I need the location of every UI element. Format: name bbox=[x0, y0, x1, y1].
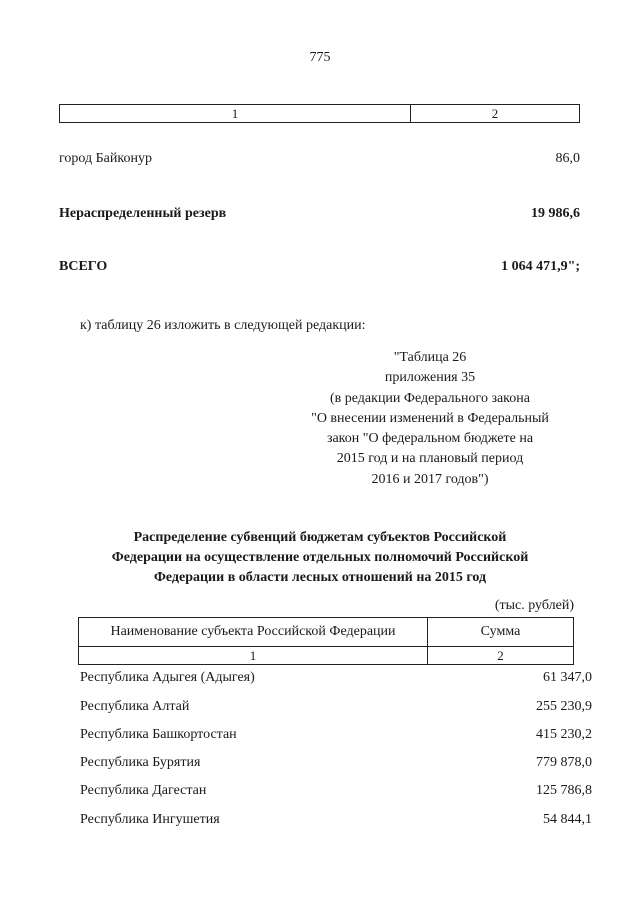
row-baikonur bbox=[59, 151, 580, 167]
header-num-1: 1 bbox=[79, 647, 428, 665]
region-name: Республика Ингушетия bbox=[80, 812, 220, 827]
row-value: 86,0 bbox=[555, 151, 580, 166]
region-name: Республика Башкортостан bbox=[80, 727, 237, 742]
row-value: 19 986,6 bbox=[531, 206, 580, 221]
title-line: Федерации в области лесных отношений на 2015 год bbox=[153, 570, 487, 585]
column-number-2: 2 bbox=[411, 105, 580, 123]
units-label: (тыс. рублей) bbox=[494, 598, 574, 613]
subventions-table-header bbox=[78, 617, 574, 665]
table-row bbox=[80, 670, 592, 686]
table-row bbox=[80, 727, 592, 743]
header-num-2: 2 bbox=[428, 647, 574, 665]
header-sum: Сумма bbox=[428, 618, 574, 647]
title-line: Распределение субвенций бюджетам субъектов Российской bbox=[133, 530, 507, 545]
row-name: Нераспределенный резерв bbox=[59, 206, 227, 221]
row-value: 1 064 471,9"; bbox=[501, 259, 580, 274]
table-row bbox=[80, 783, 592, 799]
section-title bbox=[90, 528, 550, 588]
row-reserve bbox=[59, 206, 580, 222]
region-value: 415 230,2 bbox=[536, 727, 592, 742]
annex-reference bbox=[290, 348, 570, 490]
annex-line: "О внесении изменений в Федеральный bbox=[311, 410, 549, 426]
annex-line: приложения 35 bbox=[384, 370, 476, 386]
page-number: 775 bbox=[309, 50, 331, 65]
row-name: город Байконур bbox=[59, 151, 152, 166]
instruction-text: к) таблицу 26 изложить в следующей редакции: bbox=[80, 318, 366, 333]
column-number-header bbox=[59, 104, 580, 123]
row-name: ВСЕГО bbox=[59, 259, 108, 274]
table-row bbox=[80, 812, 592, 828]
title-line: Федерации на осуществление отдельных полномочий Российской bbox=[111, 550, 529, 565]
annex-line: закон "О федеральном бюджете на bbox=[326, 431, 534, 447]
annex-line: "Таблица 26 bbox=[393, 350, 467, 365]
region-name: Республика Бурятия bbox=[80, 755, 201, 770]
region-name: Республика Дагестан bbox=[80, 783, 207, 798]
region-value: 779 878,0 bbox=[536, 755, 592, 770]
annex-line: 2015 год и на плановый период bbox=[336, 451, 524, 467]
region-name: Республика Алтай bbox=[80, 699, 190, 714]
header-region-name: Наименование субъекта Российской Федерации bbox=[79, 618, 428, 647]
region-value: 255 230,9 bbox=[536, 699, 592, 714]
region-value: 61 347,0 bbox=[543, 670, 592, 685]
annex-line: 2016 и 2017 годов") bbox=[371, 471, 489, 487]
table-row bbox=[80, 699, 592, 715]
region-value: 54 844,1 bbox=[543, 812, 592, 827]
annex-line: (в редакции Федерального закона bbox=[330, 390, 530, 406]
table-row bbox=[80, 755, 592, 771]
region-name: Республика Адыгея (Адыгея) bbox=[80, 670, 255, 685]
region-value: 125 786,8 bbox=[536, 783, 592, 798]
column-number-1: 1 bbox=[60, 105, 411, 123]
row-total bbox=[59, 259, 580, 275]
